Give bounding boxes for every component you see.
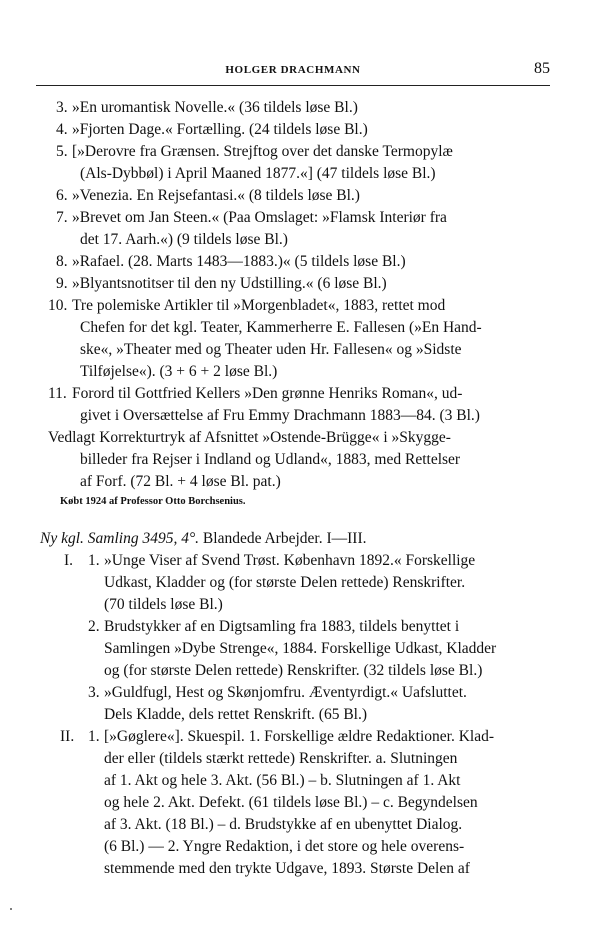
running-title: HOLGER DRACHMANN [225, 64, 361, 76]
item-line: »En uromantisk Novelle.« (36 tildels løse Bl.) [72, 99, 358, 116]
section-heading [40, 528, 366, 550]
item-line: stemmende med den trykte Udgave, 1893. Største Delen af [104, 860, 470, 877]
item-line: (Als-Dybbøl) i April Maaned 1877.«] (47 tildels løse Bl.) [80, 165, 436, 182]
item-line: Tre polemiske Artikler til »Morgenbladet«, 1883, rettet mod [72, 297, 446, 314]
item-line: ske«, »Theater med og Theater uden Hr. Fallesen« og »Sidste [80, 341, 462, 358]
item-line: af 1. Akt og hele 3. Akt. (56 Bl.) – b. Slutningen af 1. Akt [104, 772, 461, 789]
item-line: (70 tildels løse Bl.) [104, 596, 223, 613]
vedlagt-line: af Forf. (72 Bl. + 4 løse Bl. pat.) [80, 473, 281, 490]
item-line: af 3. Akt. (18 Bl.) – d. Brudstykke af en ubenyttet Dialog. [104, 816, 463, 833]
item-line: »Brevet om Jan Steen.« (Paa Omslaget: »Flamsk Interiør fra [72, 209, 447, 226]
item-number: 6. [56, 187, 68, 204]
page-number: 85 [534, 60, 550, 77]
part-number: I. [64, 552, 74, 569]
vedlagt-line: billeder fra Rejser i Indland og Udland«, 1883, med Rettelser [80, 451, 461, 468]
item-line: »Unge Viser af Svend Trøst. København 1892.« Forskellige [104, 552, 476, 569]
item-line: givet i Oversættelse af Fru Emmy Drachmann 1883—84. (3 Bl.) [80, 407, 480, 424]
item-number: 4. [56, 121, 68, 138]
section-title: Ny kgl. Samling 3495, 4°. [40, 530, 200, 547]
item-line: »Rafael. (28. Marts 1483—1883.)« (5 tildels løse Bl.) [72, 253, 406, 270]
item-line: Samlingen »Dybe Strenge«, 1884. Forskellige Udkast, Kladder [104, 640, 497, 657]
item-number: 11. [48, 385, 67, 402]
item-line: og (for største Delen rettede) Renskrifter. (32 tildels løse Bl.) [104, 662, 483, 679]
item-line: Dels Kladde, dels rettet Renskrift. (65 Bl.) [104, 706, 368, 723]
item-number: 3. [56, 99, 68, 116]
item-number: 10. [48, 297, 68, 314]
item-number: 9. [56, 275, 68, 292]
item-number: 3. [88, 684, 100, 701]
item-number: 1. [88, 728, 100, 745]
item-line: Tilføjelse«). (3 + 6 + 2 løse Bl.) [80, 363, 278, 380]
scan-speck [10, 908, 12, 910]
item-line: [»Gøglere«]. Skuespil. 1. Forskellige ældre Redaktioner. Klad- [104, 728, 495, 745]
item-line: »Guldfugl, Hest og Skønjomfru. Æventyrdigt.« Uafsluttet. [104, 684, 467, 701]
item-number: 2. [88, 618, 100, 635]
section-subtitle: Blandede Arbejder. I—III. [199, 530, 367, 547]
item-number: 7. [56, 209, 68, 226]
item-number: 1. [88, 552, 100, 569]
item-line: Brudstykker af en Digtsamling fra 1883, tildels benyttet i [104, 618, 460, 635]
item-line: (6 Bl.) — 2. Yngre Redaktion, i det store og hele overens- [104, 838, 465, 855]
provenance-note: Købt 1924 af Professor Otto Borchsenius. [60, 496, 246, 507]
item-line: Chefen for det kgl. Teater, Kammerherre E. Fallesen (»En Hand- [80, 319, 482, 336]
item-line: »Fjorten Dage.« Fortælling. (24 tildels løse Bl.) [72, 121, 368, 138]
item-line: Udkast, Kladder og (for største Delen rettede) Renskrifter. [104, 574, 466, 591]
item-line: [»Derovre fra Grænsen. Strejftog over det danske Termopylæ [72, 143, 453, 160]
item-line: der eller (tildels stærkt rettede) Renskrifter. a. Slutningen [104, 750, 458, 767]
item-line: »Venezia. En Rejsefantasi.« (8 tildels løse Bl.) [72, 187, 360, 204]
header-rule [36, 85, 550, 86]
item-number: 5. [56, 143, 68, 160]
item-line: Forord til Gottfried Kellers »Den grønne Henriks Roman«, ud- [72, 385, 463, 402]
item-line: »Blyantsnotitser til den ny Udstilling.« (6 løse Bl.) [72, 275, 387, 292]
item-line: det 17. Aarh.«) (9 tildels løse Bl.) [80, 231, 288, 248]
item-number: 8. [56, 253, 68, 270]
item-line: og hele 2. Akt. Defekt. (61 tildels løse Bl.) – c. Begyndelsen [104, 794, 478, 811]
vedlagt-line: Vedlagt Korrekturtryk af Afsnittet »Ostende-Brügge« i »Skygge- [48, 429, 451, 446]
running-header [36, 62, 550, 84]
part-number: II. [60, 728, 75, 745]
